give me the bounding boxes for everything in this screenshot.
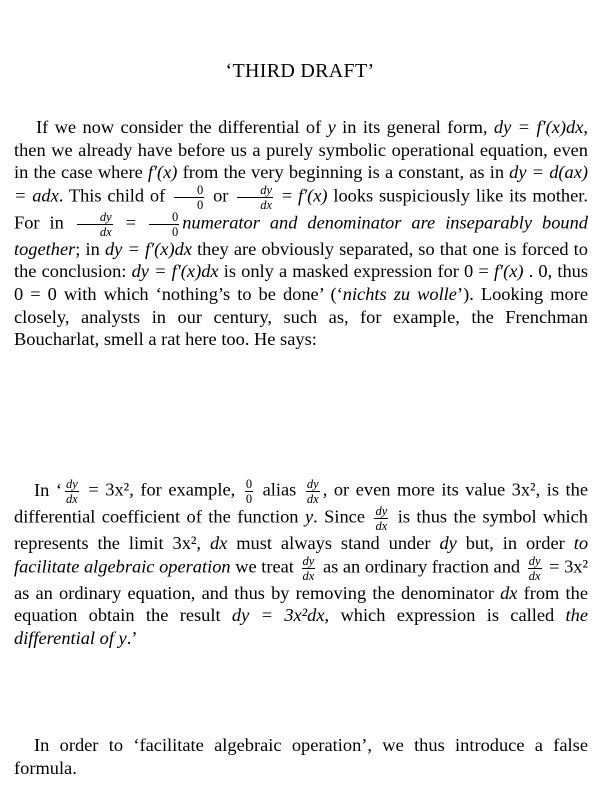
fraction-numerator: dy (302, 553, 315, 568)
fraction-numerator: dy (237, 184, 273, 198)
math-expr: dy = f′(x)dx (104, 238, 192, 259)
text-run: is only a masked expression for 0 = (218, 261, 494, 282)
fraction-denominator: dx (528, 568, 541, 583)
text-run: , then we already have before us a purely symbolic operational equation, even in the case where (14, 117, 588, 183)
math-expr: dy = f′(x)dx (131, 261, 219, 282)
paragraph-1 (14, 116, 588, 351)
math-expr: dy = d(ax) = adx (14, 162, 589, 206)
text-run: In ‘ (34, 479, 62, 500)
block-quote (14, 478, 588, 649)
text-run: but, in order (456, 533, 574, 553)
fraction-denominator: dx (260, 197, 273, 212)
text-run: = (276, 185, 299, 206)
italic-phrase: nichts zu wolle (342, 283, 457, 304)
fraction-numerator: 0 (245, 477, 253, 491)
text-run: = 3x² as an ordinary equation, and thus by removing the denominator (14, 556, 589, 603)
math-var: dx (500, 582, 518, 603)
fraction-numerator: 0 (174, 184, 204, 198)
math-expr: f′(x) (493, 261, 524, 282)
fraction (149, 211, 179, 238)
fraction (528, 555, 542, 582)
fraction-denominator: 0 (171, 224, 179, 239)
text-run: must always stand under (227, 533, 440, 553)
italic-phrase: the differential of y (14, 605, 588, 648)
fraction-numerator: dy (528, 553, 541, 568)
text-run: from the very beginning is a constant, as in (177, 162, 510, 183)
math-expr: dy = f′(x)dx (493, 117, 584, 137)
text-run: If we now consider the differential of (36, 117, 328, 137)
fraction-numerator: dy (66, 477, 78, 491)
text-run: ; in (75, 238, 105, 259)
text-run: as an ordinary fraction and (318, 556, 525, 577)
text-run: , which expression is called (324, 605, 566, 626)
fraction-numerator: 0 (149, 211, 179, 225)
text-run: . This child of (58, 185, 172, 206)
italic-phrase: to facilitate algebraic operation (14, 533, 589, 577)
math-var: dy (439, 533, 457, 553)
math-var: y (304, 506, 314, 527)
text-run: we treat (230, 556, 299, 577)
fraction-denominator: dx (302, 568, 315, 583)
fraction (302, 555, 316, 582)
fraction-numerator: dy (306, 477, 319, 491)
math-var: dx (209, 533, 228, 553)
text-run: , or even more its value 3x², is the differential coefficient of the function (14, 479, 589, 527)
math-var: y (327, 117, 336, 137)
fraction-denominator: dx (66, 492, 78, 506)
fraction-denominator: dx (99, 224, 112, 239)
fraction (237, 184, 273, 211)
text-run: = (115, 212, 146, 233)
fraction (306, 478, 320, 505)
text-run: . Since (313, 506, 372, 527)
fraction-denominator: 0 (245, 492, 253, 506)
text-run: they are obviously separated, so that one is forced to the conclusion: (14, 238, 588, 282)
text-run: . 0, thus 0 = 0 with which ‘nothing’s to be done’ (‘ (14, 261, 588, 304)
text-run: in its general form, (335, 117, 494, 137)
italic-phrase: numerator and denominator are inseparably bound together (14, 212, 588, 259)
fraction (374, 505, 388, 532)
fraction-denominator: dx (375, 519, 388, 533)
text-run: is thus the symbol which represents the limit 3x², (14, 506, 588, 553)
fraction-denominator: dx (306, 492, 319, 506)
fraction-denominator: 0 (197, 197, 204, 212)
fraction-numerator: dy (77, 211, 113, 225)
text-run: alias (256, 479, 303, 500)
fraction-numerator: dy (375, 504, 388, 518)
math-expr: f′(x) (298, 185, 328, 206)
text-run: from the equation obtain the result (14, 582, 588, 626)
page-title: ‘THIRD DRAFT’ (225, 60, 375, 82)
fraction (174, 184, 204, 211)
text-run: ’). Looking more closely, analysts in our century, such as, for example, the Frenchman Boucharlat, smell a rat here too. He says: (14, 283, 588, 350)
math-expr: f′(x) (147, 162, 178, 183)
fraction (245, 478, 253, 505)
math-expr: dy = 3x²dx (231, 605, 325, 626)
text-run: = 3x², for example, (81, 479, 242, 500)
fraction (77, 211, 113, 238)
text-run: looks suspiciously like its mother. For in (14, 185, 588, 233)
text-run: .’ (126, 627, 138, 648)
fraction (65, 478, 79, 505)
paragraph-3: In order to ‘facilitate algebraic operation’, we thus introduce a false formula. (14, 735, 588, 778)
text-run: or (207, 185, 235, 206)
